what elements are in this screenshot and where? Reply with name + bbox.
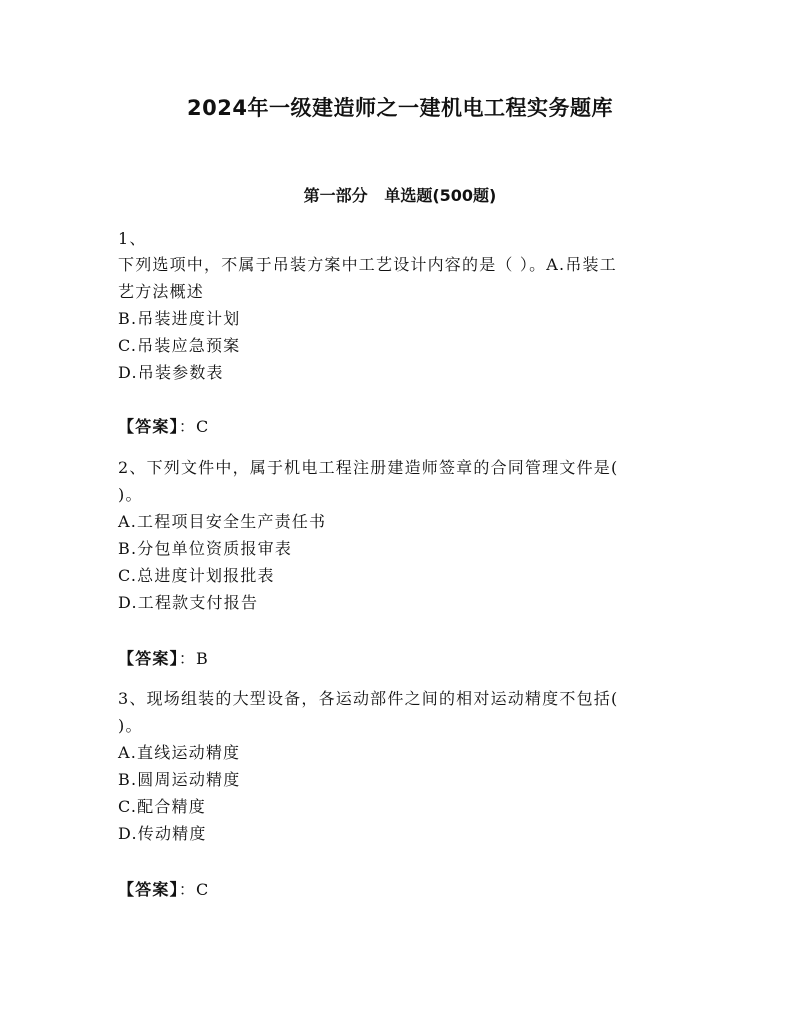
question-2-stem-line-2: )。	[118, 485, 143, 504]
question-3-option-d: D.传动精度	[118, 824, 207, 843]
question-1-option-b: B.吊装进度计划	[118, 309, 241, 328]
question-1-number: 1、	[118, 229, 147, 248]
section-title: 第一部分 单选题(500题)	[303, 186, 497, 205]
question-3-stem-line-2: )。	[118, 716, 143, 735]
answer-value: ：C	[178, 417, 210, 436]
question-1-answer	[118, 417, 209, 437]
question-3-option-b: B.圆周运动精度	[118, 770, 241, 789]
answer-value: ：B	[178, 649, 209, 668]
document-title: 2024年一级建造师之一建机电工程实务题库	[187, 96, 613, 120]
answer-label: 【答案】	[118, 649, 179, 668]
question-2-option-c: C.总进度计划报批表	[118, 566, 275, 585]
question-2-option-b: B.分包单位资质报审表	[118, 539, 293, 558]
question-1-stem-line-2: 艺方法概述	[118, 282, 205, 301]
question-2-stem-line-1: 2、下列文件中，属于机电工程注册建造师签章的合同管理文件是(	[118, 458, 619, 477]
question-2-option-a: A.工程项目安全生产责任书	[118, 512, 327, 531]
question-1-option-d: D.吊装参数表	[118, 363, 224, 382]
question-3-option-a: A.直线运动精度	[118, 743, 241, 762]
answer-label: 【答案】	[118, 880, 179, 899]
question-3-answer	[118, 880, 209, 900]
question-1-option-c: C.吊装应急预案	[118, 336, 241, 355]
question-3-option-c: C.配合精度	[118, 797, 206, 816]
answer-label: 【答案】	[118, 417, 179, 436]
question-2-option-d: D.工程款支付报告	[118, 593, 259, 612]
question-3-stem-line-1: 3、现场组装的大型设备，各运动部件之间的相对运动精度不包括(	[118, 689, 619, 708]
question-2-answer	[118, 649, 209, 669]
answer-value: ：C	[178, 880, 210, 899]
question-1-stem-line-1: 下列选项中，不属于吊装方案中工艺设计内容的是（ ）。A.吊装工	[118, 255, 617, 274]
